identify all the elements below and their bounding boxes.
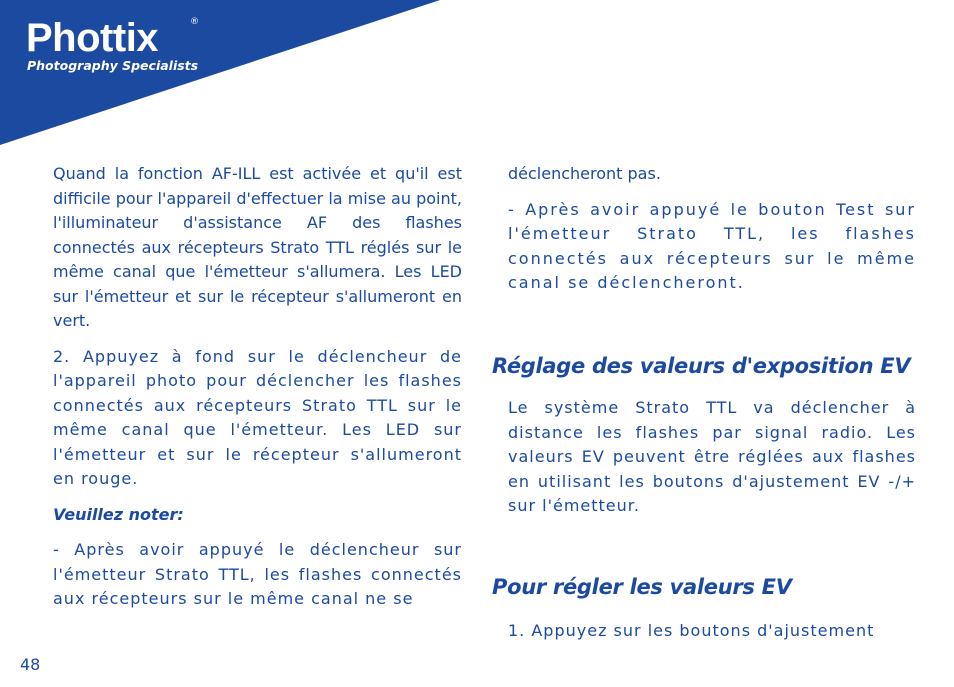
step-1-paragraph: 1. Appuyez sur les boutons d'ajustement	[508, 621, 875, 640]
page-number: 48	[20, 655, 41, 674]
adjust-steps	[508, 619, 916, 655]
registered-mark: ®	[190, 17, 199, 27]
right-column	[508, 162, 916, 307]
note-paragraph: - Après avoir appuyé le déclencheur sur l'émetteur Strato TTL, les flashes connectés aux récepteurs sur le même canal ne se	[53, 540, 462, 608]
note-title: Veuillez noter:	[53, 504, 184, 524]
ev-description	[508, 396, 916, 530]
section-heading-ev-settings: Réglage des valeurs d'exposition EV	[492, 354, 911, 378]
af-ill-paragraph: Quand la fonction AF-ILL est activée et qu'il est difficile pour l'appareil d'effectuer la mise au point, l'illuminateur d'assistance AF des flashes connectés aux récepteurs Strato TTL réglés sur le même canal que l'émetteur s'allumera. Les LED sur l'émetteur et sur le récepteur s'allumeront en vert.	[53, 164, 462, 330]
ev-paragraph: Le système Strato TTL va déclencher à distance les flashes par signal radio. Les valeurs EV peuvent être réglées aux flashes en utilisant les boutons d'ajustement EV -/+ sur l'émetteur.	[508, 398, 916, 515]
left-column	[53, 162, 462, 623]
test-button-paragraph: - Après avoir appuyé le bouton Test sur l'émetteur Strato TTL, les flashes connectés aux récepteurs sur le même canal se déclencheront.	[508, 199, 916, 292]
brand-name: Phottix	[26, 16, 159, 60]
section-heading-adjust-ev: Pour régler les valeurs EV	[492, 575, 792, 599]
continued-paragraph: déclencheront pas.	[508, 164, 661, 183]
brand-tagline: Photography Specialists	[27, 58, 199, 73]
step-2-paragraph: 2. Appuyez à fond sur le déclencheur de l'appareil photo pour déclencher les flashes connectés aux récepteurs Strato TTL sur le même canal que l'émetteur. Les LED sur l'émetteur et sur le récepteur s'allumeront en rouge.	[53, 346, 462, 488]
